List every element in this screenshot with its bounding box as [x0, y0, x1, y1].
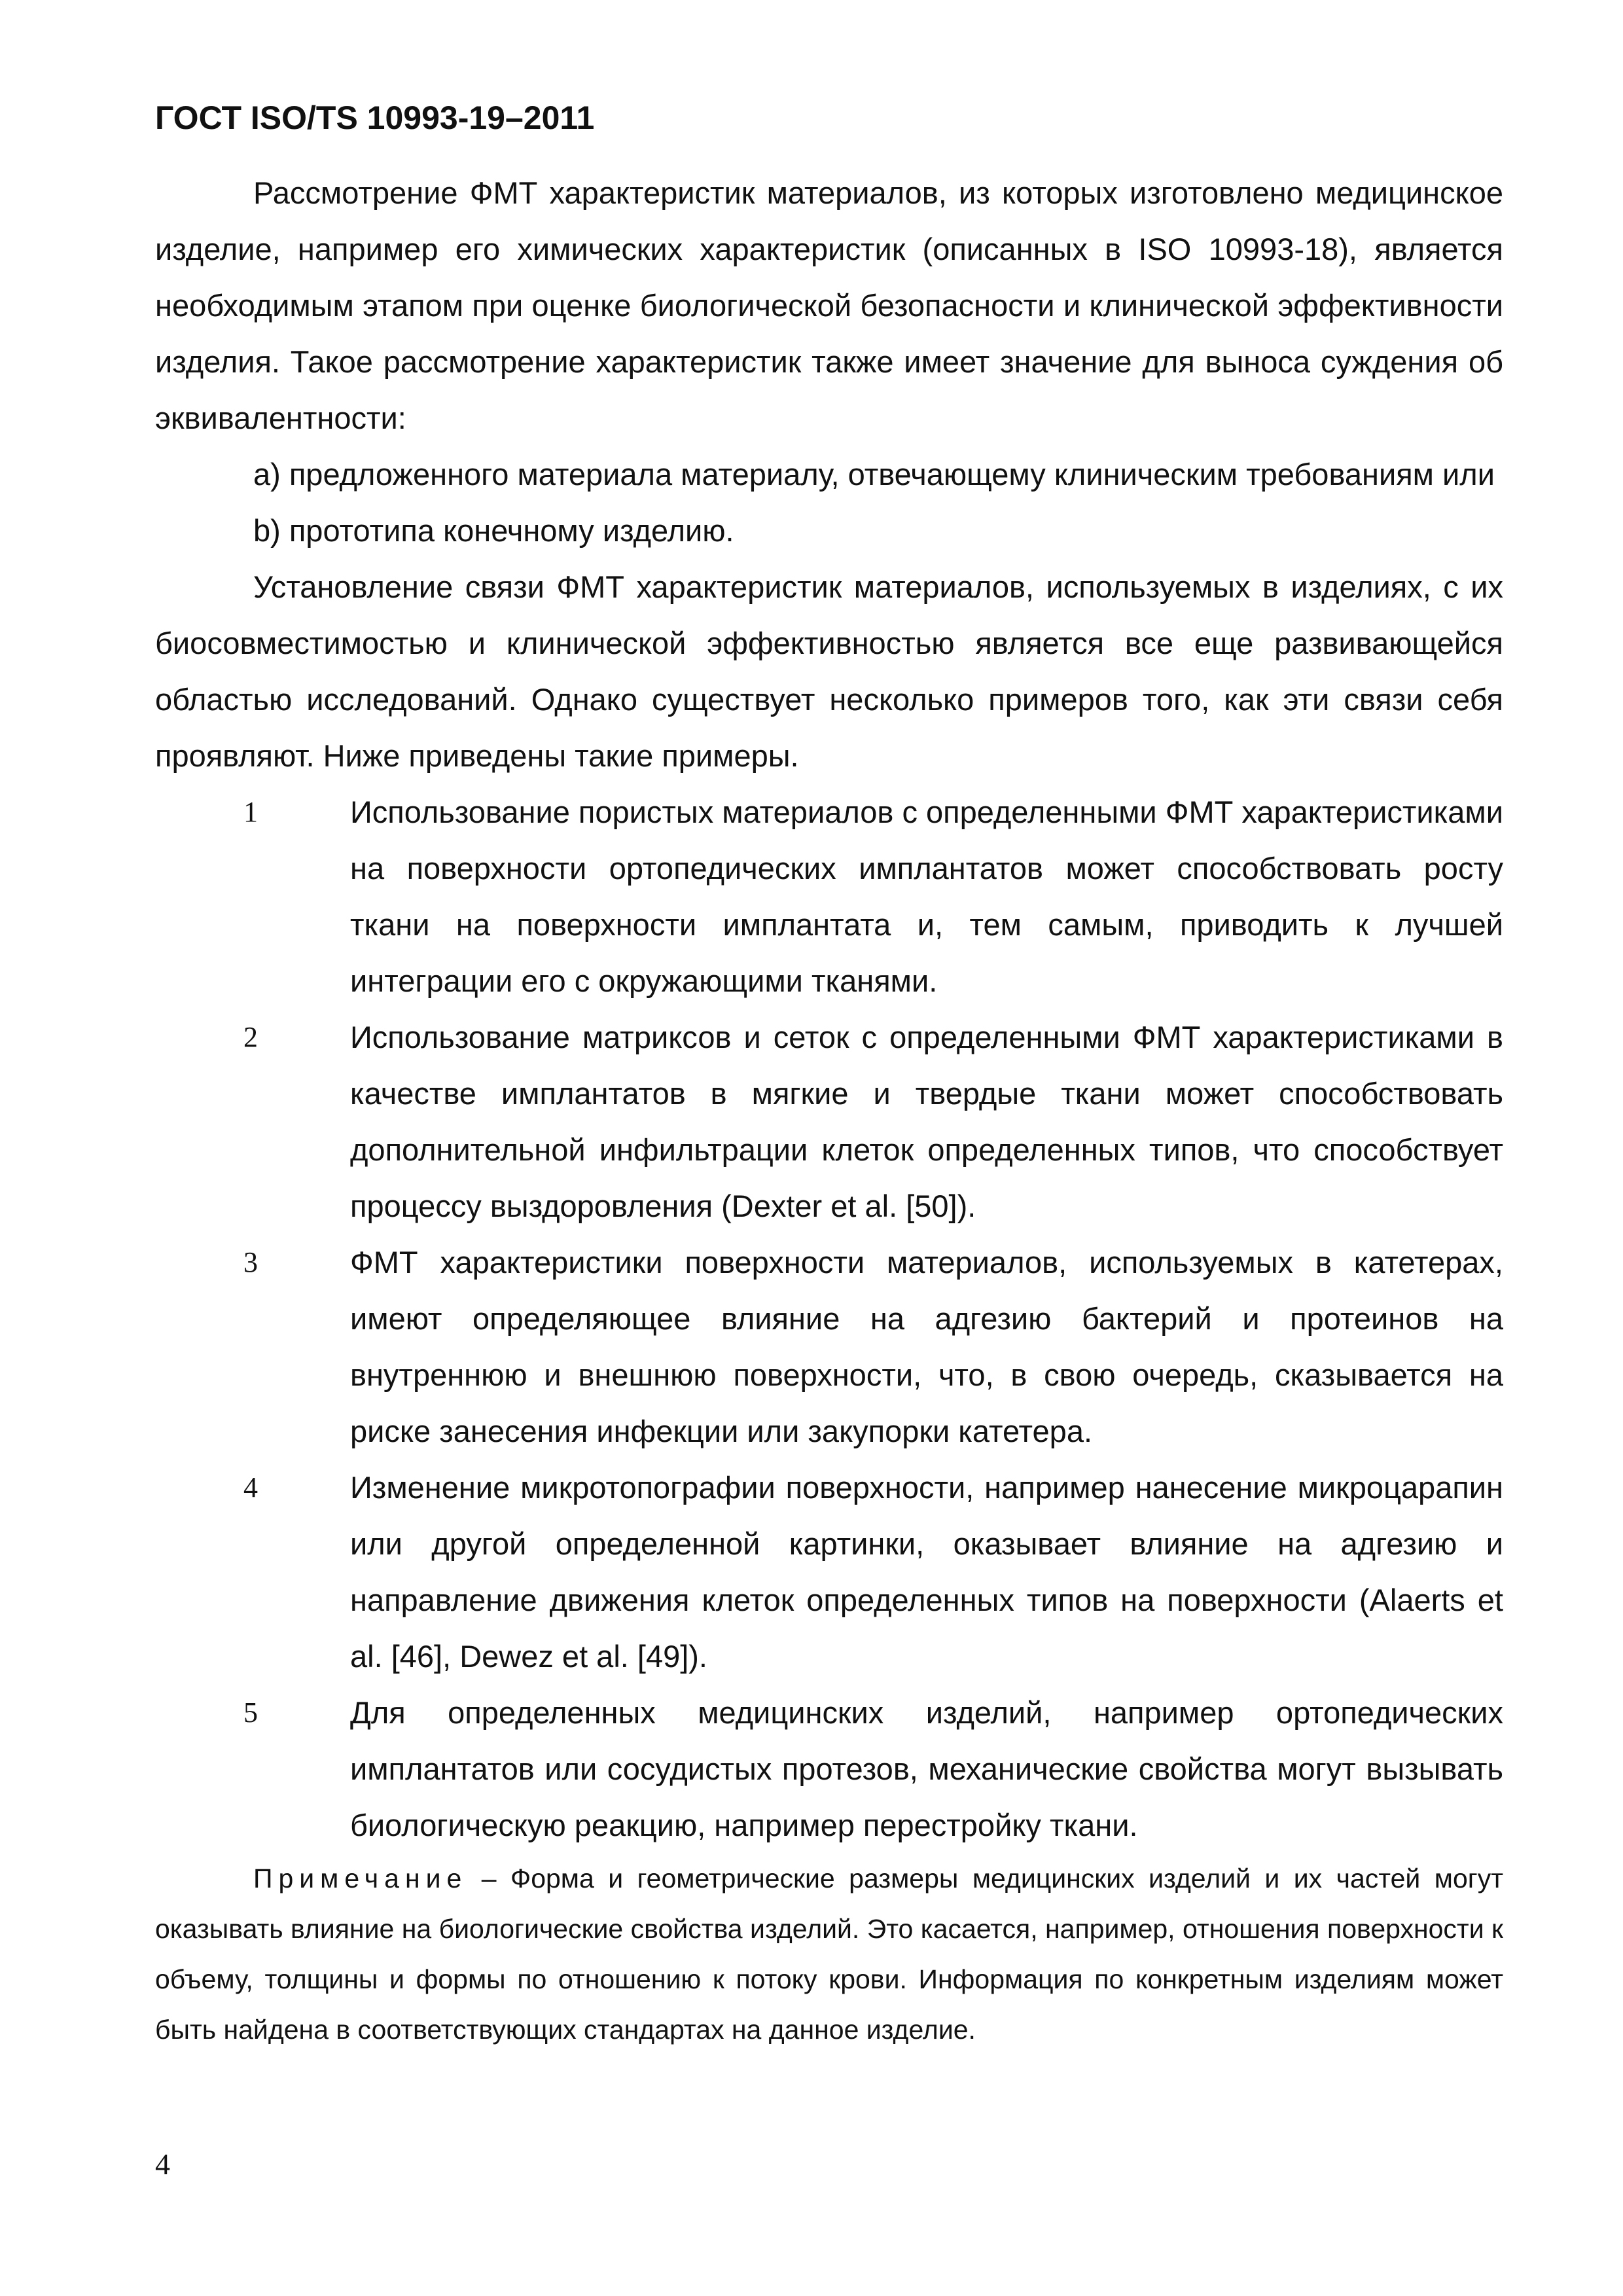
example-item	[155, 1460, 1503, 1685]
example-number: 4	[243, 1471, 258, 1503]
document-header: ГОСТ ISO/TS 10993-19–2011	[155, 99, 595, 136]
example-item	[155, 1009, 1503, 1234]
relation-paragraph: Установление связи ФМТ характеристик материалов, используемых в изделиях, с их биосовместимостью и клинической эффективностью является все еще развивающейся областью исследований. Однако существует несколько примеров того, как эти связи себя проявляют. Ниже приведены такие примеры.	[155, 569, 1503, 773]
list-item-a: a) предложенного материала материалу, отвечающему клиническим требованиям или	[253, 457, 1495, 492]
example-text: Использование матриксов и сеток с определенными ФМТ характеристиками в качестве имплантатов в мягкие и твердые ткани может способствовать дополнительной инфильтрации клеток определенных типов, что способствует процессу выздоровления (Dexter et al. [50]).	[350, 1020, 1503, 1223]
note-text: – Форма и геометрические размеры медицинских изделий и их частей могут оказывать влияние на биологические свойства изделий. Это касается, например, отношения поверхности к объему, толщины и формы по отношению к потоку крови. Информация по конкретным изделиям может быть найдена в соответствующих стандартах на данное изделие.	[155, 1863, 1503, 2045]
example-item	[155, 1685, 1503, 1854]
example-text: Для определенных медицинских изделий, например ортопедических имплантатов или сосудистых протезов, механические свойства могут вызывать биологическую реакцию, например перестройку ткани.	[350, 1695, 1503, 1842]
list-item-b: b) прототипа конечному изделию.	[253, 513, 734, 548]
example-number: 5	[243, 1696, 258, 1729]
document-body	[155, 165, 1503, 2055]
example-text: Использование пористых материалов с определенными ФМТ характеристиками на поверхности ортопедических имплантатов может способствовать росту ткани на поверхности имплантата и, тем самым, приводить к лучшей интеграции его с окружающими тканями.	[350, 795, 1503, 998]
example-number: 1	[243, 796, 258, 828]
example-text: Изменение микротопографии поверхности, например нанесение микроцарапин или другой определенной картинки, оказывает влияние на адгезию и направление движения клеток определенных типов на поверхности (Alaerts et al. [46], Dewez et al. [49]).	[350, 1470, 1503, 1674]
note-label: Примечание	[253, 1863, 468, 1893]
example-text: ФМТ характеристики поверхности материалов, используемых в катетерах, имеют определяющее влияние на адгезию бактерий и протеинов на внутреннюю и внешнюю поверхности, что, в свою очередь, сказывается на риске занесения инфекции или закупорки катетера.	[350, 1245, 1503, 1448]
page-number: 4	[155, 2147, 170, 2181]
example-number: 2	[243, 1021, 258, 1053]
intro-paragraph: Рассмотрение ФМТ характеристик материалов, из которых изготовлено медицинское изделие, например его химических характеристик (описанных в ISO 10993-18), является необходимым этапом при оценке биологической безопасности и клинической эффективности изделия. Такое рассмотрение характеристик также имеет значение для выноса суждения об эквивалентности:	[155, 175, 1503, 435]
example-item	[155, 784, 1503, 1009]
example-number: 3	[243, 1246, 258, 1278]
note-paragraph	[155, 1854, 1503, 2055]
example-item	[155, 1234, 1503, 1460]
